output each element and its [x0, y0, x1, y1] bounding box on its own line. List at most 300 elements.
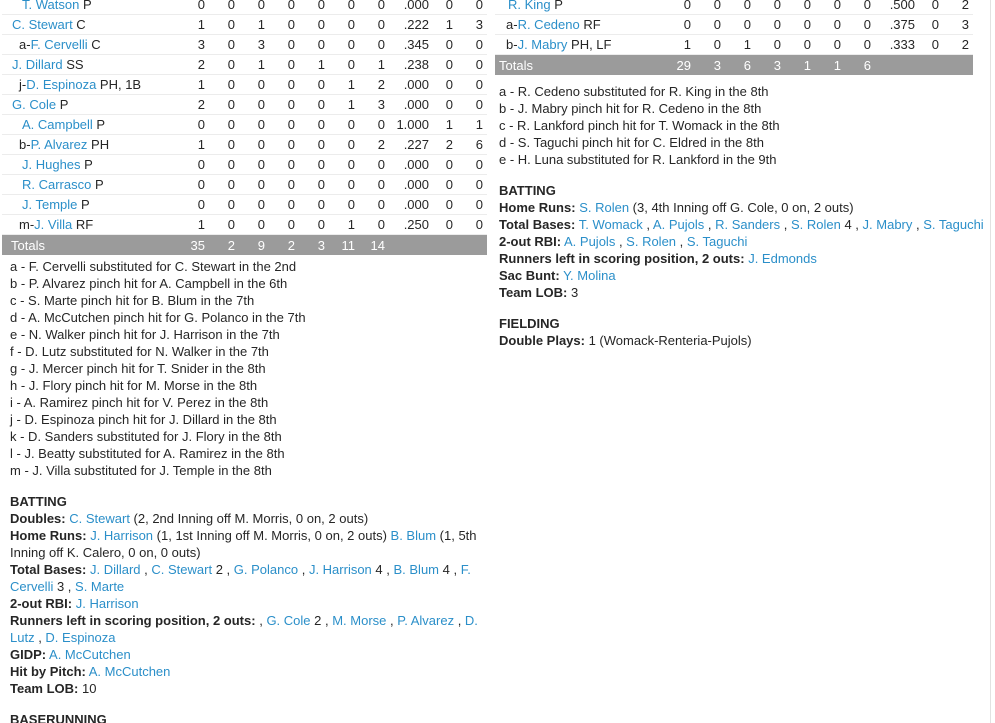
- stat-cell: 0: [773, 17, 781, 32]
- stat-cell: 0: [713, 37, 721, 52]
- player-link[interactable]: J. Villa: [34, 217, 73, 232]
- stat-line: [499, 250, 973, 267]
- stat-cell: 1: [257, 17, 265, 32]
- totals-stat-cell: 6: [863, 57, 871, 73]
- stat-label: Total Bases:: [10, 562, 87, 577]
- home-batting-table: [495, 0, 973, 75]
- batter-row: [2, 195, 487, 215]
- stat-line: [10, 510, 487, 527]
- stat-cell: 0: [227, 197, 235, 212]
- player-link[interactable]: B. Blum: [390, 528, 437, 543]
- batter-name-cell: [2, 215, 175, 234]
- substitution-note: f - D. Lutz substituted for N. Walker in the 7th: [10, 344, 269, 359]
- stat-cell: 0: [197, 157, 205, 172]
- stat-line: [499, 199, 973, 216]
- stat-label: Double Plays:: [499, 333, 585, 348]
- stat-text: (1, 5th Inning off K. Calero, 0 on, 0 outs): [10, 528, 477, 560]
- stat-cell: 0: [197, 197, 205, 212]
- stat-cell: 3: [961, 17, 969, 32]
- stat-cell: 0: [377, 117, 385, 132]
- substitution-note: a - R. Cedeno substituted for R. King in the 8th: [499, 84, 769, 99]
- stat-line: [499, 267, 973, 284]
- player-link[interactable]: P. Alvarez: [30, 137, 88, 152]
- substitution-note: d - A. McCutchen pinch hit for G. Polanco in the 7th: [10, 310, 306, 325]
- stat-cell: 1: [347, 217, 355, 232]
- stat-cell: 0: [475, 57, 483, 72]
- player-link[interactable]: R. Sanders: [715, 217, 781, 232]
- position-label: C: [87, 37, 101, 52]
- stat-cell: 0: [475, 97, 483, 112]
- substitution-note: c - S. Marte pinch hit for B. Blum in the 7th: [10, 293, 255, 308]
- stat-cell: 0: [227, 97, 235, 112]
- stat-cell: 1: [377, 57, 385, 72]
- stat-cell: 0: [475, 177, 483, 192]
- stat-cell: .345: [403, 37, 429, 52]
- stat-cell: 0: [683, 0, 691, 12]
- stat-cell: 0: [445, 157, 453, 172]
- totals-stat-cell: 35: [190, 237, 205, 253]
- stat-cell: 0: [227, 177, 235, 192]
- stat-cell: 1: [347, 77, 355, 92]
- position-label: SS: [62, 57, 84, 72]
- stat-cell: 0: [257, 137, 265, 152]
- stat-cell: 0: [475, 37, 483, 52]
- player-link[interactable]: Y. Molina: [563, 268, 616, 283]
- stat-text: 10: [82, 681, 97, 696]
- stat-cell: 0: [287, 0, 295, 12]
- player-link[interactable]: S. Rolen: [626, 234, 677, 249]
- player-link[interactable]: R. King: [508, 0, 551, 12]
- position-label: RF: [579, 17, 601, 32]
- batter-name-cell: [2, 35, 175, 54]
- stat-cell: 0: [347, 137, 355, 152]
- stat-cell: 0: [317, 97, 325, 112]
- totals-stat-cell: 2: [287, 237, 295, 253]
- stat-cell: 0: [475, 77, 483, 92]
- stat-cell: 0: [287, 197, 295, 212]
- stat-cell: 0: [317, 77, 325, 92]
- stat-line: [499, 284, 973, 301]
- stat-text: ,: [704, 217, 716, 232]
- batter-row: [2, 115, 487, 135]
- batter-row: [2, 215, 487, 235]
- stat-text: ,: [298, 562, 309, 577]
- stat-text: ,: [454, 613, 465, 628]
- stat-text: 3 ,: [53, 579, 76, 594]
- stat-cell: 0: [445, 57, 453, 72]
- stat-cell: 0: [377, 177, 385, 192]
- stat-cell: 0: [377, 197, 385, 212]
- substitution-note: e - N. Walker pinch hit for J. Harrison in the 7th: [10, 327, 280, 342]
- player-link[interactable]: D. Espinoza: [45, 630, 116, 645]
- player-link[interactable]: A. McCutchen: [88, 664, 171, 679]
- player-link[interactable]: D. Espinoza: [26, 77, 97, 92]
- batter-name-cell: [2, 175, 175, 194]
- batter-row: [2, 155, 487, 175]
- stat-cell: 2: [961, 37, 969, 52]
- stat-text: (1, 1st Inning off M. Morris, 0 on, 2 outs): [153, 528, 391, 543]
- section-heading: BATTING: [499, 183, 556, 198]
- stat-cell: 0: [931, 17, 939, 32]
- stat-cell: 0: [347, 197, 355, 212]
- player-link[interactable]: T. Watson: [22, 0, 80, 12]
- player-link[interactable]: D. Lutz: [10, 613, 478, 645]
- batter-name-cell: [2, 55, 175, 74]
- stat-label: Runners left in scoring position, 2 outs:: [10, 613, 256, 628]
- stat-cell: 3: [377, 97, 385, 112]
- player-link[interactable]: G. Cole: [12, 97, 57, 112]
- player-link[interactable]: T. Womack: [578, 217, 643, 232]
- stat-cell: .000: [403, 0, 429, 12]
- position-label: PH: [87, 137, 110, 152]
- sub-prefix: b-: [19, 137, 31, 152]
- stat-cell: 0: [773, 37, 781, 52]
- stat-cell: 0: [445, 197, 453, 212]
- player-link[interactable]: F. Cervelli: [10, 562, 471, 594]
- position-label: C: [72, 17, 86, 32]
- sub-prefix: m-: [19, 217, 35, 232]
- stat-section: [2, 493, 487, 697]
- player-link[interactable]: A. Campbell: [22, 117, 93, 132]
- stat-cell: 1: [197, 77, 205, 92]
- substitution-note: c - R. Lankford pinch hit for T. Womack in the 8th: [499, 118, 780, 133]
- stat-line: [10, 646, 487, 663]
- player-link[interactable]: J. Temple: [22, 197, 78, 212]
- stat-text: ,: [676, 234, 687, 249]
- player-link[interactable]: M. Morse: [332, 613, 387, 628]
- batter-name-cell: [2, 75, 175, 94]
- stat-cell: 0: [227, 117, 235, 132]
- away-stat-sections: [2, 493, 487, 723]
- stat-cell: 0: [377, 0, 385, 12]
- stat-cell: 0: [317, 217, 325, 232]
- substitution-note: b - J. Mabry pinch hit for R. Cedeno in the 8th: [499, 101, 762, 116]
- stat-cell: 0: [257, 197, 265, 212]
- player-link[interactable]: J. Mabry: [862, 217, 913, 232]
- stat-cell: 0: [287, 17, 295, 32]
- stat-label: 2-out RBI:: [10, 596, 73, 611]
- stat-text: ,: [34, 630, 46, 645]
- position-label: P: [79, 0, 92, 12]
- stat-cell: 1: [347, 97, 355, 112]
- stat-cell: 1: [317, 57, 325, 72]
- player-link[interactable]: J. Edmonds: [748, 251, 817, 266]
- substitution-note: h - J. Flory pinch hit for M. Morse in the 8th: [10, 378, 258, 393]
- stat-cell: 2: [197, 57, 205, 72]
- stat-cell: 0: [377, 157, 385, 172]
- player-link[interactable]: S. Marte: [75, 579, 125, 594]
- stat-cell: .000: [403, 97, 429, 112]
- stat-line: [499, 332, 973, 349]
- player-link[interactable]: J. Dillard: [12, 57, 63, 72]
- position-label: RF: [72, 217, 94, 232]
- stat-cell: 0: [257, 97, 265, 112]
- totals-stat-cell: 29: [676, 57, 691, 73]
- player-link[interactable]: A. McCutchen: [49, 647, 131, 662]
- stat-cell: 0: [317, 117, 325, 132]
- player-link[interactable]: A. Pujols: [652, 217, 705, 232]
- stat-cell: 0: [287, 97, 295, 112]
- stat-cell: .333: [889, 37, 915, 52]
- player-link[interactable]: S. Taguchi: [686, 234, 748, 249]
- stat-cell: 0: [803, 17, 811, 32]
- stat-section: [2, 711, 487, 723]
- stat-cell: .222: [403, 17, 429, 32]
- batter-row: [2, 95, 487, 115]
- stat-label: Runners left in scoring position, 2 outs:: [499, 251, 745, 266]
- stat-text: 3: [571, 285, 579, 300]
- sub-prefix: j-: [19, 77, 27, 92]
- batter-row: [2, 75, 487, 95]
- stat-cell: .250: [403, 217, 429, 232]
- stat-line: [10, 595, 487, 612]
- stat-text: 1 (Womack-Renteria-Pujols): [588, 333, 752, 348]
- stat-text: ,: [912, 217, 924, 232]
- stat-cell: 0: [257, 117, 265, 132]
- stat-cell: .000: [403, 197, 429, 212]
- stat-cell: 0: [377, 37, 385, 52]
- stat-cell: 0: [287, 77, 295, 92]
- totals-stat-cell: 11: [341, 237, 355, 253]
- player-link[interactable]: G. Cole: [266, 613, 311, 628]
- position-label: P: [56, 97, 69, 112]
- stat-text: 2 ,: [310, 613, 333, 628]
- stat-cell: 1: [197, 137, 205, 152]
- batter-name-cell: [495, 15, 661, 34]
- stat-cell: 0: [347, 0, 355, 12]
- totals-row: [495, 55, 973, 75]
- player-link[interactable]: S. Rolen: [790, 217, 841, 232]
- stat-cell: 2: [961, 0, 969, 12]
- stat-text: 4 ,: [840, 217, 863, 232]
- sub-prefix: b-: [506, 37, 518, 52]
- stat-line: [10, 612, 487, 646]
- stat-cell: 3: [197, 37, 205, 52]
- stat-cell: 0: [347, 57, 355, 72]
- stat-label: Doubles:: [10, 511, 66, 526]
- home-substitution-notes: [495, 83, 973, 168]
- player-link[interactable]: A. Pujols: [564, 234, 616, 249]
- batter-row: [2, 35, 487, 55]
- stat-cell: 2: [377, 137, 385, 152]
- batter-row: [2, 0, 487, 15]
- stat-text: ,: [780, 217, 791, 232]
- stat-cell: .000: [403, 77, 429, 92]
- player-link[interactable]: P. Alvarez: [397, 613, 455, 628]
- batter-name-cell: [495, 0, 661, 14]
- stat-label: Team LOB:: [10, 681, 79, 696]
- stat-cell: 0: [863, 0, 871, 12]
- totals-stat-cell: 1: [833, 57, 841, 73]
- stat-cell: 1: [445, 117, 453, 132]
- stat-line: [10, 527, 487, 561]
- away-substitution-notes: [2, 258, 487, 479]
- substitution-note: k - D. Sanders substituted for J. Flory in the 8th: [10, 429, 282, 444]
- stat-cell: 0: [803, 0, 811, 12]
- stat-cell: 0: [743, 0, 751, 12]
- stat-cell: .000: [403, 157, 429, 172]
- stat-cell: 0: [227, 17, 235, 32]
- batter-row: [2, 15, 487, 35]
- player-link[interactable]: S. Taguchi: [923, 217, 984, 232]
- stat-cell: 0: [257, 0, 265, 12]
- stat-label: Sac Bunt:: [499, 268, 560, 283]
- position-label: P: [80, 157, 93, 172]
- stat-cell: 0: [287, 57, 295, 72]
- stat-cell: 0: [227, 37, 235, 52]
- stat-cell: 0: [833, 37, 841, 52]
- stat-cell: 0: [257, 217, 265, 232]
- stat-cell: 0: [347, 37, 355, 52]
- stat-cell: 1.000: [396, 117, 429, 132]
- stat-cell: 0: [227, 57, 235, 72]
- stat-cell: 0: [377, 17, 385, 32]
- stat-cell: 1: [475, 117, 483, 132]
- stat-label: Hit by Pitch:: [10, 664, 86, 679]
- stat-cell: 0: [197, 0, 205, 12]
- stat-cell: 1: [257, 57, 265, 72]
- sub-prefix: a-: [506, 17, 518, 32]
- stat-cell: 0: [931, 0, 939, 12]
- stat-line: [10, 680, 487, 697]
- substitution-note: g - J. Mercer pinch hit for T. Snider in the 8th: [10, 361, 266, 376]
- batter-row: [495, 0, 973, 15]
- stat-cell: 0: [347, 157, 355, 172]
- position-label: P: [91, 177, 104, 192]
- player-link[interactable]: J. Harrison: [75, 596, 139, 611]
- stat-cell: 0: [475, 217, 483, 232]
- stat-text: 2 ,: [212, 562, 234, 577]
- stat-cell: 0: [287, 177, 295, 192]
- player-link[interactable]: S. Rolen: [579, 200, 630, 215]
- totals-stat-cell: 1: [803, 57, 811, 73]
- stat-cell: 0: [287, 217, 295, 232]
- batter-row: [2, 175, 487, 195]
- stat-text: ,: [642, 217, 653, 232]
- totals-stat-cell: 9: [257, 237, 265, 253]
- player-link[interactable]: J. Dillard: [89, 562, 141, 577]
- stat-text: (3, 4th Inning off G. Cole, 0 on, 2 outs): [629, 200, 854, 215]
- stat-cell: 1: [197, 217, 205, 232]
- totals-label: Totals: [11, 237, 45, 253]
- batter-name-cell: [495, 35, 661, 54]
- stat-cell: 0: [833, 0, 841, 12]
- player-link[interactable]: J. Hughes: [22, 157, 81, 172]
- position-label: PH, LF: [567, 37, 612, 52]
- stat-cell: 3: [475, 17, 483, 32]
- stat-cell: 0: [317, 37, 325, 52]
- substitution-note: e - H. Luna substituted for R. Lankford in the 9th: [499, 152, 777, 167]
- stat-cell: 0: [227, 77, 235, 92]
- home-team-column: [495, 0, 984, 349]
- position-label: P: [550, 0, 563, 12]
- player-link[interactable]: B. Blum: [393, 562, 439, 577]
- substitution-note: b - P. Alvarez pinch hit for A. Campbell in the 6th: [10, 276, 288, 291]
- stat-cell: 0: [445, 97, 453, 112]
- stat-cell: 0: [713, 17, 721, 32]
- stat-text: 4 ,: [439, 562, 461, 577]
- stat-cell: 0: [317, 137, 325, 152]
- stat-cell: 0: [475, 157, 483, 172]
- player-link[interactable]: J. Mabry: [517, 37, 568, 52]
- totals-stat-cell: 6: [743, 57, 751, 73]
- stat-cell: 0: [317, 157, 325, 172]
- substitution-note: j - D. Espinoza pinch hit for J. Dillard in the 8th: [10, 412, 277, 427]
- stat-cell: 0: [227, 0, 235, 12]
- stat-cell: .000: [403, 177, 429, 192]
- stat-cell: 0: [445, 177, 453, 192]
- stat-section: [495, 182, 984, 301]
- stat-cell: 0: [743, 17, 751, 32]
- totals-stat-cell: 3: [713, 57, 721, 73]
- stat-line: [499, 233, 973, 250]
- stat-cell: 0: [445, 217, 453, 232]
- stat-cell: 0: [863, 37, 871, 52]
- totals-stat-cell: 3: [773, 57, 781, 73]
- stat-label: Home Runs:: [499, 200, 576, 215]
- stat-cell: 0: [377, 217, 385, 232]
- stat-label: Home Runs:: [10, 528, 87, 543]
- player-link[interactable]: J. Harrison: [90, 528, 154, 543]
- position-label: P: [77, 197, 90, 212]
- player-link[interactable]: F. Cervelli: [30, 37, 88, 52]
- stat-cell: 0: [287, 37, 295, 52]
- stat-cell: 0: [317, 177, 325, 192]
- sub-prefix: a-: [19, 37, 31, 52]
- stat-cell: 0: [227, 217, 235, 232]
- player-link[interactable]: C. Stewart: [151, 562, 213, 577]
- stat-cell: 0: [317, 17, 325, 32]
- stat-cell: .238: [403, 57, 429, 72]
- stat-text: (2, 2nd Inning off M. Morris, 0 on, 2 outs): [129, 511, 369, 526]
- stat-cell: 0: [227, 137, 235, 152]
- stat-cell: 0: [287, 157, 295, 172]
- stat-cell: 0: [445, 37, 453, 52]
- player-link[interactable]: J. Harrison: [308, 562, 372, 577]
- substitution-note: l - J. Beatty substituted for A. Ramirez in the 8th: [10, 446, 285, 461]
- stat-cell: 0: [197, 177, 205, 192]
- stat-line: [10, 561, 487, 595]
- stat-cell: 0: [257, 177, 265, 192]
- stat-cell: 3: [257, 37, 265, 52]
- batter-row: [495, 35, 973, 55]
- stat-cell: 6: [475, 137, 483, 152]
- totals-stat-cell: 3: [317, 237, 325, 253]
- stat-label: Total Bases:: [499, 217, 576, 232]
- stat-text: ,: [386, 613, 398, 628]
- position-label: PH, 1B: [96, 77, 142, 92]
- stat-cell: .375: [889, 17, 915, 32]
- batter-name-cell: [2, 0, 175, 14]
- batter-row: [2, 55, 487, 75]
- substitution-note: d - S. Taguchi pinch hit for C. Eldred in the 8th: [499, 135, 764, 150]
- player-link[interactable]: R. Carrasco: [22, 177, 92, 192]
- player-link[interactable]: C. Stewart: [12, 17, 73, 32]
- position-label: P: [92, 117, 106, 132]
- stat-cell: 2: [445, 137, 453, 152]
- player-link[interactable]: C. Stewart: [69, 511, 130, 526]
- substitution-note: m - J. Villa substituted for J. Temple in the 8th: [10, 463, 272, 478]
- stat-cell: 0: [257, 77, 265, 92]
- totals-stat-cell: 2: [227, 237, 235, 253]
- player-link[interactable]: G. Polanco: [233, 562, 299, 577]
- stat-line: [10, 663, 487, 680]
- batter-row: [2, 135, 487, 155]
- stat-cell: 0: [475, 0, 483, 12]
- player-link[interactable]: R. Cedeno: [517, 17, 580, 32]
- totals-label: Totals: [499, 57, 533, 73]
- stat-cell: 0: [863, 17, 871, 32]
